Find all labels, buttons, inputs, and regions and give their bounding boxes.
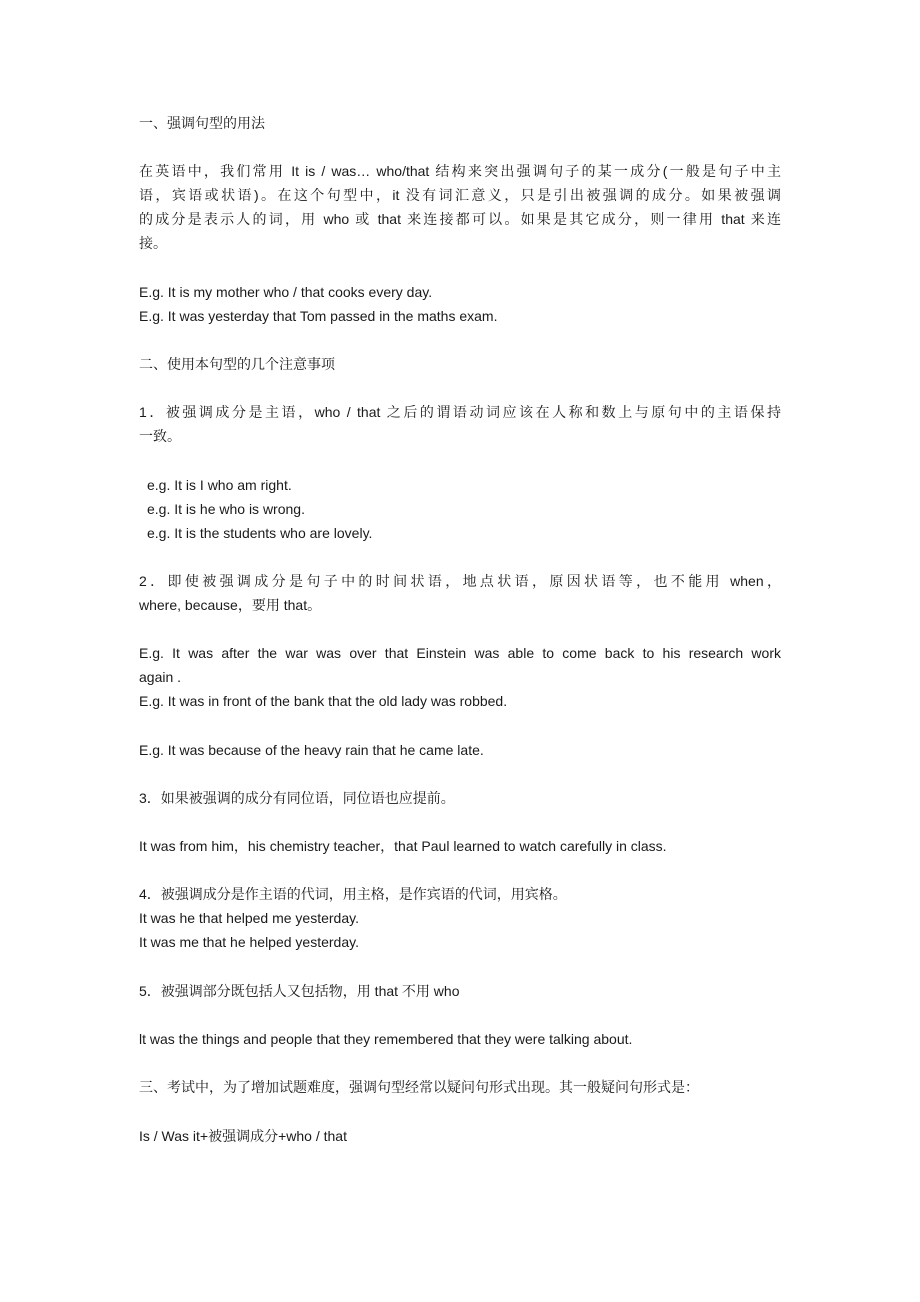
example-line: It was me that he helped yesterday. — [139, 934, 359, 950]
example-line: E.g. It was in front of the bank that the old lady was robbed. — [139, 693, 508, 709]
example-line: e.g. It is the students who are lovely. — [147, 525, 373, 541]
section-1-heading: 一、强调句型的用法 — [139, 115, 265, 131]
example-line: It was he that helped me yesterday. — [139, 910, 359, 926]
note-2-line-1: 2．即使被强调成分是句子中的时间状语，地点状语，原因状语等，也不能用 when， — [139, 573, 781, 589]
example-line: E.g. It was after the war was over that Einstein was able to come back to his research work — [139, 645, 781, 661]
section-3-heading: 三、考试中，为了增加试题难度，强调句型经常以疑问句形式出现。其一般疑问句形式是： — [139, 1079, 699, 1095]
section-2-heading: 二、使用本句型的几个注意事项 — [139, 356, 335, 372]
paragraph-1-line-2: 语，宾语或状语)。在这个句型中，it 没有词汇意义，只是引出被强调的成分。如果被强调 — [139, 187, 781, 203]
note-3: 3．如果被强调的成分有同位语，同位语也应提前。 — [139, 790, 455, 806]
example-line: again . — [139, 669, 182, 685]
note-1-line-1: 1．被强调成分是主语，who / that 之后的谓语动词应该在人称和数上与原句中的主语保持 — [139, 404, 781, 420]
note-2-line-2: where, because，要用 that。 — [139, 597, 322, 613]
paragraph-1-line-1: 在英语中，我们常用 It is / was… who/that 结构来突出强调句子的某一成分(一般是句子中主 — [139, 163, 781, 179]
example-line: e.g. It is I who am right. — [147, 477, 292, 493]
formula-line: Is / Was it+被强调成分+who / that — [139, 1128, 347, 1144]
example-line: lt was the things and people that they remembered that they were talking about. — [139, 1031, 633, 1047]
example-line: E.g. It was because of the heavy rain that he came late. — [139, 742, 484, 758]
example-line: E.g. It was yesterday that Tom passed in the maths exam. — [139, 308, 498, 324]
note-1-line-2: 一致。 — [139, 428, 181, 444]
example-line: E.g. It is my mother who / that cooks every day. — [139, 284, 433, 300]
note-4: 4．被强调成分是作主语的代词，用主格，是作宾语的代词，用宾格。 — [139, 886, 567, 902]
example-line: e.g. It is he who is wrong. — [147, 501, 305, 517]
paragraph-1-line-3: 的成分是表示人的词，用 who 或 that 来连接都可以。如果是其它成分，则一律用 that 来连 — [139, 211, 781, 227]
note-5: 5．被强调部分既包括人又包括物，用 that 不用 who — [139, 983, 460, 999]
paragraph-1-line-4: 接。 — [139, 235, 167, 251]
example-line: It was from him，his chemistry teacher，that Paul learned to watch carefully in class. — [139, 838, 667, 854]
